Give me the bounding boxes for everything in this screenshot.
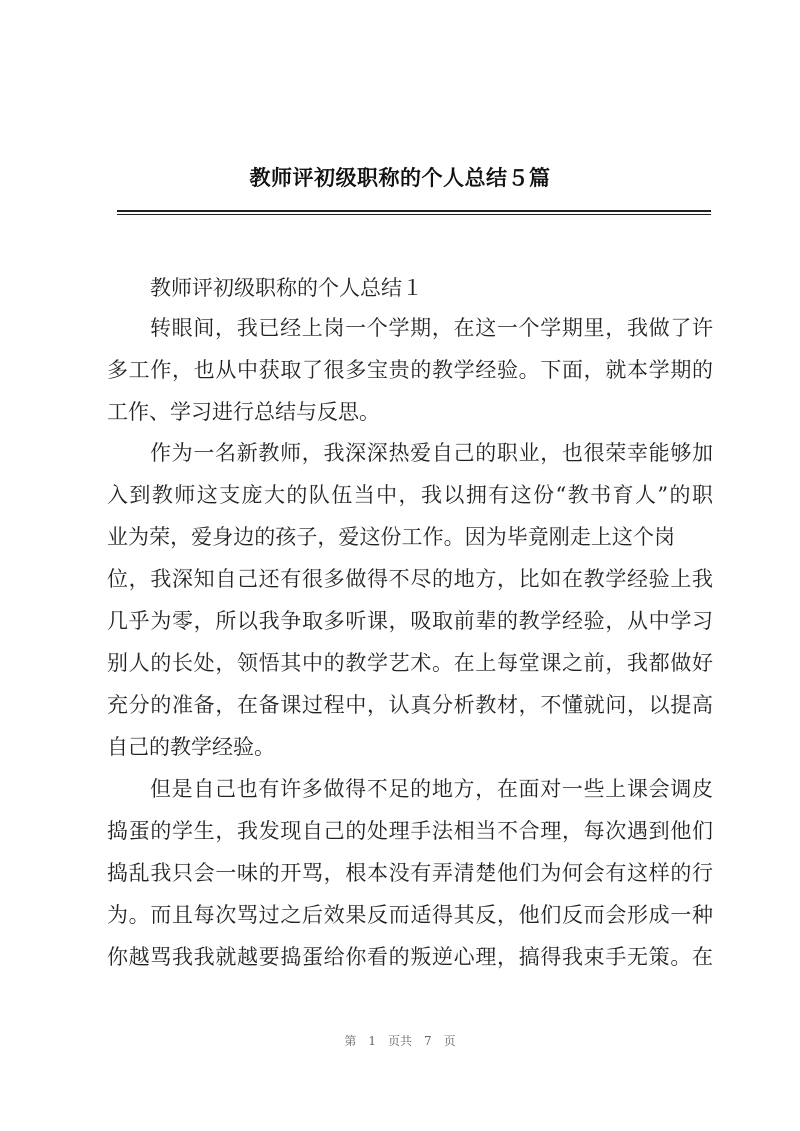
paragraph-line: 作为一名新教师，我深深热爱自己的职业，也很荣幸能够加	[150, 441, 713, 465]
paragraph-line: 充分的准备，在备课过程中，认真分析教材，不懂就问，以提高	[107, 693, 713, 717]
paragraph-line: 业为荣，爱身边的孩子，爱这份工作。因为毕竟刚走上这个岗	[107, 525, 675, 549]
paragraph-line: 你越骂我我就越要捣蛋给你看的叛逆心理，搞得我束手无策。在	[107, 945, 713, 969]
paragraph-line: 位，我深知自己还有很多做得不尽的地方，比如在教学经验上我	[107, 567, 713, 591]
paragraph-line: 几乎为零，所以我争取多听课，吸取前辈的教学经验，从中学习	[107, 609, 713, 633]
paragraph-line: 捣蛋的学生，我发现自己的处理手法相当不合理，每次遇到他们	[107, 819, 713, 843]
paragraph-line: 入到教师这支庞大的队伍当中，我以拥有这份“教书育人”的职	[107, 483, 713, 507]
paragraph-line: 工作、学习进行总结与反思。	[107, 400, 380, 424]
page-number: 第 1 页共 7 页	[344, 1034, 456, 1048]
paragraph-line: 别人的长处，领悟其中的教学艺术。在上每堂课之前，我都做好	[107, 651, 713, 675]
paragraph-line: 自己的教学经验。	[107, 735, 275, 759]
paragraph-line: 捣乱我只会一味的开骂，根本没有弄清楚他们为何会有这样的行	[107, 861, 713, 885]
section-heading: 教师评初级职称的个人总结１	[150, 276, 423, 300]
title-underline-thin	[117, 214, 711, 215]
paragraph-line: 为。而且每次骂过之后效果反而适得其反，他们反而会形成一种	[107, 903, 713, 927]
paragraph-line: 但是自己也有许多做得不足的地方，在面对一些上课会调皮	[150, 777, 713, 801]
paragraph-line: 多工作，也从中获取了很多宝贵的教学经验。下面，就本学期的	[107, 358, 713, 382]
title-underline-thick	[117, 210, 711, 212]
paragraph-line: 转眼间，我已经上岗一个学期，在这一个学期里，我做了许	[150, 316, 713, 340]
document-title: 教师评初级职称的个人总结５篇	[249, 165, 551, 190]
